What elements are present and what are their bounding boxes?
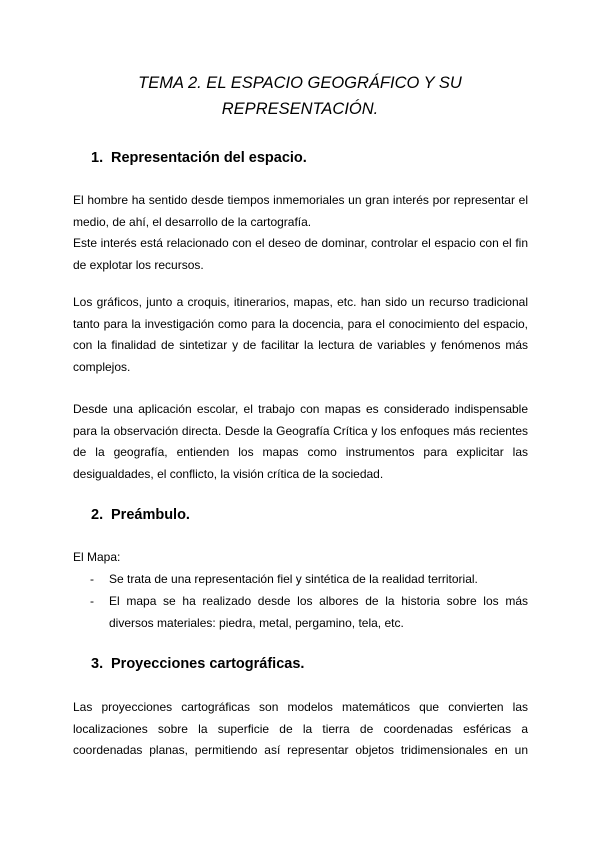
- section-title: Preámbulo.: [111, 507, 190, 523]
- paragraph: Este interés está relacionado con el deseo de dominar, controlar el espacio con el fin de explotar los recursos.: [73, 236, 528, 272]
- section-number: 2.: [91, 507, 104, 523]
- section-title: Proyecciones cartográficas.: [111, 656, 305, 672]
- paragraph: Desde una aplicación escolar, el trabajo con mapas es considerado indispensable para la observación directa. Desde la Geografía Crítica y los enfoques más recientes de la geografía, entienden los mapas como instrumentos para explicitar las desigualdades, el conflicto, la visión crítica de la sociedad.: [73, 402, 528, 482]
- list-item-text: Se trata de una representación fiel y sintética de la realidad territorial.: [109, 572, 478, 586]
- paragraph: El Mapa:: [73, 550, 121, 564]
- bullet-marker: -: [90, 594, 94, 608]
- section-2-heading: [91, 505, 190, 525]
- section-number: 3.: [91, 656, 104, 672]
- paragraph: El hombre ha sentido desde tiempos inmemoriales un gran interés por representar el medio, de ahí, el desarrollo de la cartografía.: [73, 193, 528, 229]
- paragraph: Las proyecciones cartográficas son modelos matemáticos que convierten las localizaciones sobre la superficie de la tierra de coordenadas esféricas a coordenadas planas, permitiendo así representar objetos tridimensionales en un: [73, 700, 528, 758]
- list-item: [73, 591, 528, 634]
- section-1-heading: [91, 148, 307, 168]
- section-number: 1.: [91, 150, 104, 166]
- title-line-1: TEMA 2. EL ESPACIO GEOGRÁFICO Y SU: [138, 74, 462, 92]
- section-3-heading: [91, 654, 304, 674]
- paragraph: Los gráficos, junto a croquis, itinerarios, mapas, etc. han sido un recurso tradicional tanto para la investigación como para la docencia, para el conocimiento del espacio, con la finalidad de sintetizar y de facilitar la lectura de variables y fenómenos más complejos.: [73, 295, 528, 375]
- bullet-marker: -: [90, 572, 94, 586]
- list-item: [73, 569, 528, 591]
- list-item-text: El mapa se ha realizado desde los albores de la historia sobre los más diversos materiales: piedra, metal, pergamino, tela, etc.: [109, 594, 528, 630]
- section-title: Representación del espacio.: [111, 150, 307, 166]
- document-title: [0, 70, 600, 122]
- title-line-2: REPRESENTACIÓN.: [221, 100, 379, 118]
